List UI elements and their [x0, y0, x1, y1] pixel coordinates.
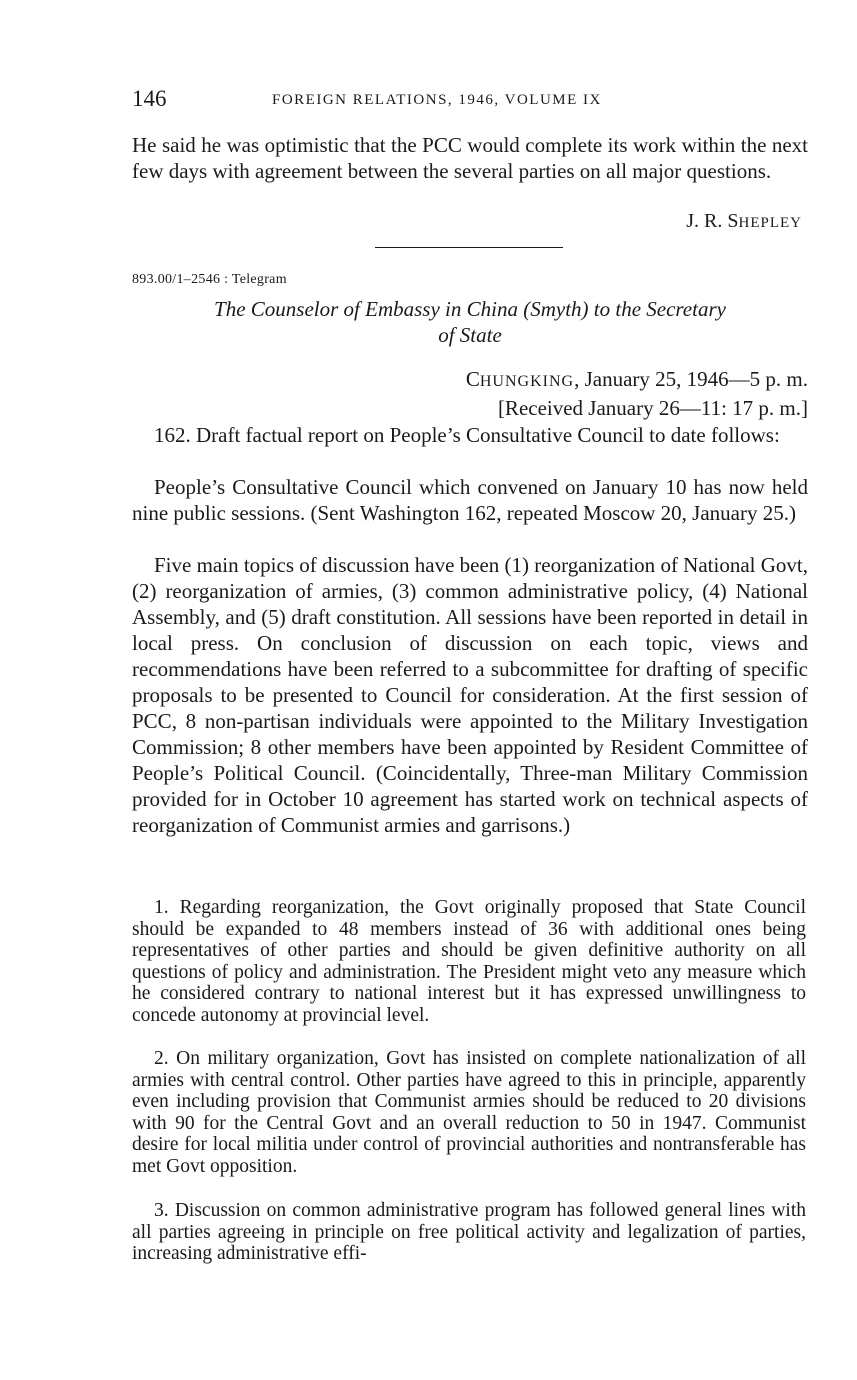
- title-line-2: of State: [438, 323, 502, 347]
- title-line-1: The Counselor of Embassy in China (Smyth) to the Secretary: [214, 297, 726, 321]
- signature: [686, 210, 802, 233]
- running-head: FOREIGN RELATIONS, 1946, VOLUME IX: [272, 92, 602, 108]
- place-initial: C: [465, 367, 480, 391]
- signature-initials: J. R. S: [686, 210, 739, 232]
- page-header: [132, 86, 808, 116]
- page-number: 146: [132, 86, 167, 111]
- paragraph: Five main topics of discussion have been (1) reorganization of National Govt, (2) reorganization of armies, (3) common administrative policy, (4) National Assembly, and (5) draft constitution. All sessions have been reported in detail in local press. On conclusion of discussion on each topic, views and recommendations have been referred to a subcommittee for drafting of specific proposals to be presented to Council for consideration. At the first session of PCC, 8 non-partisan individuals were appointed to the Military Investigation Commission; 8 other members have been appointed by Resident Committee of People’s Political Council. (Coincidentally, Three-man Military Commission provided for in October 10 agreement has started work on technical aspects of reorganization of Communist armies and garrisons.): [132, 553, 808, 837]
- signature-rest: HEPLEY: [738, 215, 802, 231]
- numbered-point: 2. On military organization, Govt has insisted on complete nationalization of all armies with central control. Other parties have agreed to this in principle, apparently even including provision that Communist armies should be reduced to 20 divisions with 90 for the Central Govt and an overall reduction to 50 in 1947. Communist desire for local militia under control of provincial authorities and nontransferable has met Govt opposition.: [132, 1048, 806, 1177]
- document-title: [160, 296, 780, 348]
- dateline: [466, 366, 808, 422]
- section-divider: [375, 247, 563, 248]
- file-reference: 893.00/1–2546 : Telegram: [132, 272, 287, 287]
- paragraph: People’s Consultative Council which convened on January 10 has now held nine public sessions. (Sent Washington 162, repeated Moscow 20, January 25.): [132, 475, 808, 525]
- place-rest: HUNGKING: [479, 373, 575, 390]
- date-sent: , January 25, 1946—5 p. m.: [574, 367, 808, 391]
- paragraph: 162. Draft factual report on People’s Consultative Council to date follows:: [154, 423, 780, 447]
- numbered-point: 1. Regarding reorganization, the Govt originally proposed that State Council should be expanded to 48 members instead of 36 with additional ones being representatives of other parties and should be given definitive authority on all questions of policy and administration. The President might veto any measure which he considered contrary to national interest but it has expressed unwillingness to concede autonomy at provincial level.: [132, 897, 806, 1026]
- closing-paragraph: He said he was optimistic that the PCC would complete its work within the next few days with agreement between the several parties on all major questions.: [132, 133, 808, 183]
- date-sent-line: [466, 366, 808, 395]
- numbered-point: 3. Discussion on common administrative program has followed general lines with all parties agreeing in principle on free political activity and legalization of parties, increasing administrative effi-: [132, 1200, 806, 1265]
- date-received: [Received January 26—11: 17 p. m.]: [497, 396, 808, 420]
